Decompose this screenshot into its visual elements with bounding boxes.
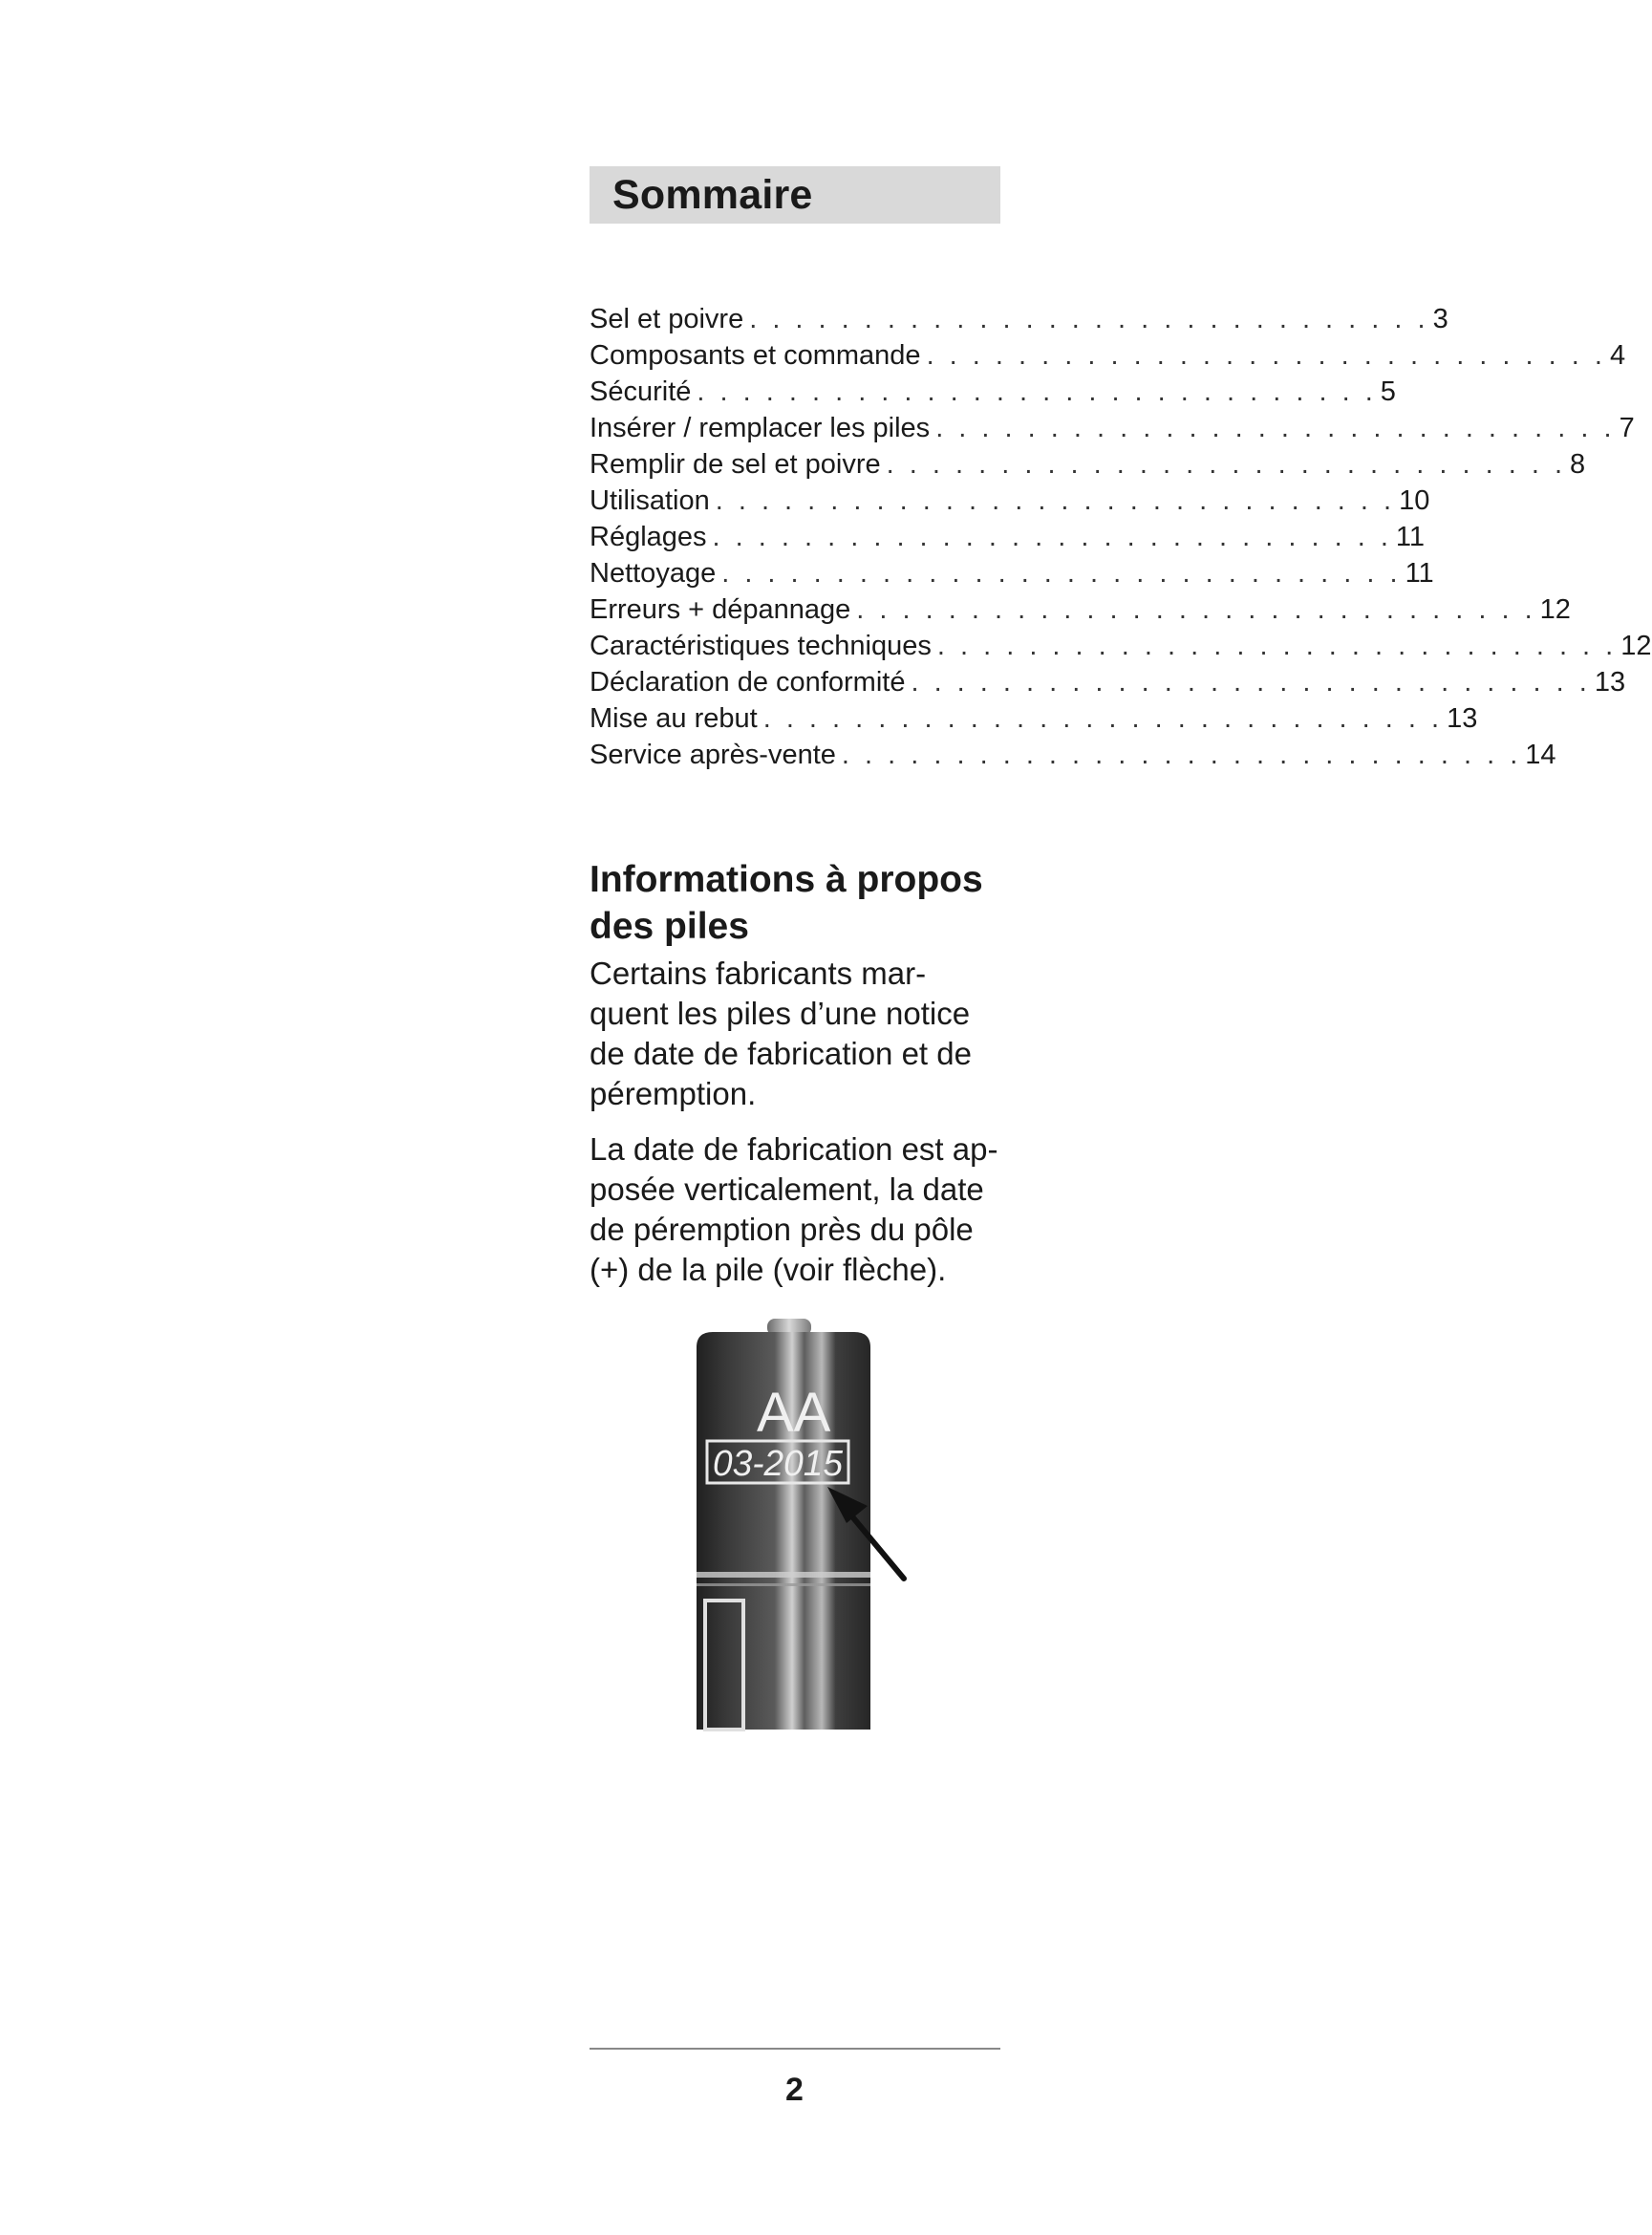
toc-entry-label: Remplir de sel et poivre [590,449,881,480]
toc-entry[interactable] [590,374,1396,410]
toc-entry-label: Service après-vente [590,740,836,770]
toc-entry[interactable] [590,410,1635,446]
page-number: 2 [785,2072,805,2108]
toc-entry-page: 11 [1405,558,1434,589]
toc-entry[interactable] [590,737,1556,773]
toc-entry-page: 10 [1399,485,1430,516]
battery-info-heading: Informations à propos des piles [590,859,983,947]
table-of-contents [590,301,1652,773]
toc-leader-dots: . . . . . . . . . . . . . . . . . . . . . . . . . . . . . . [749,304,1429,334]
toc-entry[interactable] [590,555,1434,591]
toc-entry-page: 12 [1539,594,1571,625]
toc-leader-dots: . . . . . . . . . . . . . . . . . . . . . . . . . . . . . . [721,558,1402,589]
toc-entry-label: Insérer / remplacer les piles [590,413,931,443]
toc-entry-label: Sécurité [590,376,692,407]
toc-entry-page: 8 [1570,449,1586,480]
toc-entry-page: 5 [1380,376,1396,407]
battery-info-paragraph: La date de fabrication est ap-posée verticalement, la date de péremption près du pôle (+) de la pile (voir flèche). [590,1131,998,1287]
toc-entry-page: 4 [1609,340,1626,371]
battery-date-label: 03-2015 [713,1444,844,1484]
toc-leader-dots: . . . . . . . . . . . . . . . . . . . . . . . . . . . . . . [926,340,1606,371]
toc-leader-dots: . . . . . . . . . . . . . . . . . . . . . . . . . . . . . . [935,413,1616,443]
battery-illustration [694,1319,980,1730]
page-title: Sommaire [612,171,813,218]
toc-entry[interactable] [590,519,1426,555]
toc-entry-page: 11 [1395,522,1426,552]
toc-entry-label: Erreurs + dépannage [590,594,851,625]
toc-leader-dots: . . . . . . . . . . . . . . . . . . . . . . . . . . . . . . [715,485,1396,516]
toc-leader-dots: . . . . . . . . . . . . . . . . . . . . . . . . . . . . . . [936,631,1618,661]
toc-entry-page: 13 [1447,703,1478,734]
toc-leader-dots: . . . . . . . . . . . . . . . . . . . . . . . . . . . . . . [911,667,1591,698]
toc-heading-bar [590,166,1000,224]
toc-entry-page: 14 [1525,740,1556,770]
toc-entry-page: 12 [1620,631,1652,661]
toc-entry-label: Réglages [590,522,707,552]
toc-leader-dots: . . . . . . . . . . . . . . . . . . . . . . . . . . . . . . [856,594,1536,625]
toc-entry-label: Utilisation [590,485,710,516]
battery-size-label: AA [757,1382,831,1444]
toc-entry[interactable] [590,700,1478,737]
toc-entry[interactable] [590,591,1571,628]
toc-entry-label: Sel et poivre [590,304,744,334]
toc-leader-dots: . . . . . . . . . . . . . . . . . . . . . . . . . . . . . . [762,703,1444,734]
toc-entry[interactable] [590,664,1626,700]
toc-entry-page: 7 [1619,413,1635,443]
toc-leader-dots: . . . . . . . . . . . . . . . . . . . . . . . . . . . . . . [886,449,1567,480]
toc-entry[interactable] [590,628,1652,664]
toc-leader-dots: . . . . . . . . . . . . . . . . . . . . . . . . . . . . . . [841,740,1522,770]
toc-entry[interactable] [590,483,1430,519]
toc-leader-dots: . . . . . . . . . . . . . . . . . . . . . . . . . . . . . . [697,376,1377,407]
toc-entry[interactable] [590,301,1448,337]
battery-band [697,1572,870,1578]
toc-entry-page: 13 [1594,667,1626,698]
toc-entry[interactable] [590,446,1586,483]
toc-entry-label: Nettoyage [590,558,717,589]
toc-entry-label: Mise au rebut [590,703,758,734]
toc-entry[interactable] [590,337,1626,374]
toc-leader-dots: . . . . . . . . . . . . . . . . . . . . . . . . . . . . . . [712,522,1392,552]
battery-photo [694,1319,980,1730]
toc-entry-page: 3 [1432,304,1448,334]
footer-divider [590,2048,1000,2050]
battery-info-paragraph: Certains fabricants mar-quent les piles d’une notice de date de fabrication et de péremption. [590,956,972,1111]
toc-entry-label: Composants et commande [590,340,921,371]
toc-entry-label: Caractéristiques techniques [590,631,932,661]
toc-entry-label: Déclaration de conformité [590,667,906,698]
battery-band [697,1583,870,1586]
